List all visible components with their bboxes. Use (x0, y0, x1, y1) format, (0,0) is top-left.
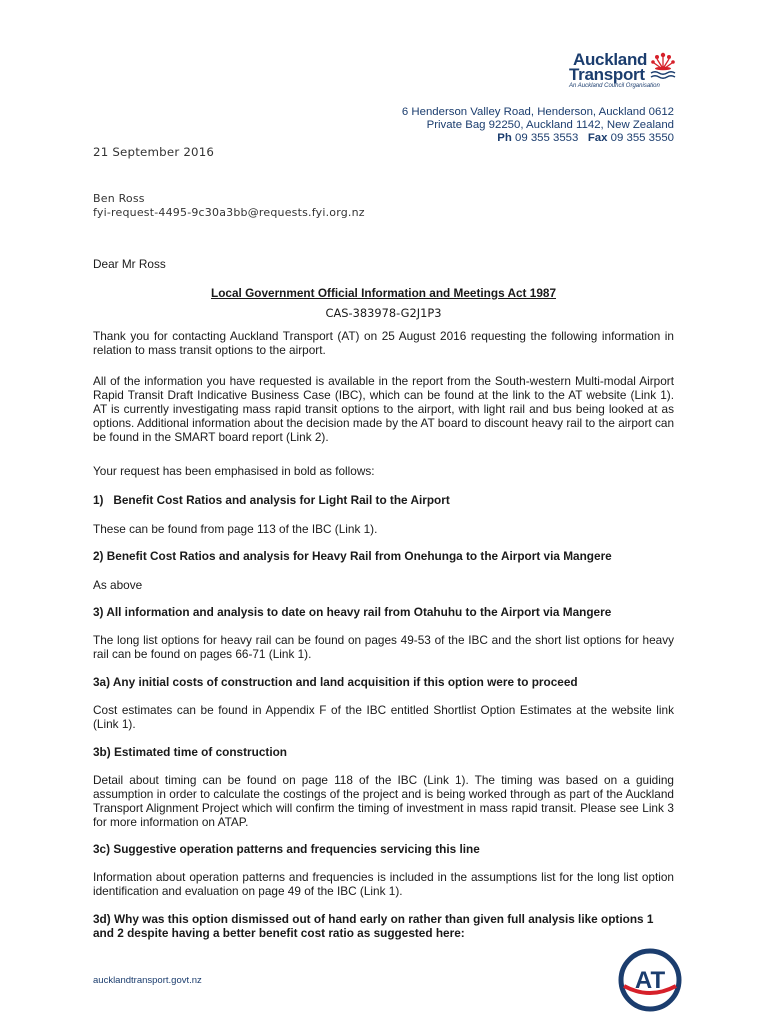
answer-3b: Detail about timing can be found on page 118 of the IBC (Link 1). The timing was based on a guiding assumption in order to calculate the costings of the project and is being worked through as part of the Auckland Transport Alignment Project which will confirm the timing of investment in mass rapid transit. Please see Link 3 for more information on ATAP. (93, 773, 674, 829)
question-3a: 3a) Any initial costs of construction and land acquisition if this option were to proceed (93, 675, 578, 689)
fax-label: Fax (587, 132, 608, 144)
answer-3c: Information about operation patterns and frequencies is included in the assumptions list for the long list option identification and evaluation on page 49 of the IBC (Link 1). (93, 870, 674, 898)
question-3b: 3b) Estimated time of construction (93, 745, 288, 759)
question-2: 2) Benefit Cost Ratios and analysis for Heavy Rail from Onehunga to the Airport via Mangere (93, 549, 612, 563)
phone-value: 09 355 3553 (515, 132, 579, 144)
question-3: 3) All information and analysis to date on heavy rail from Otahuhu to the Airport via Mangere (93, 605, 612, 619)
logo-word-transport: Transport (569, 65, 645, 84)
answer-3: The long list options for heavy rail can be found on pages 49-53 of the IBC and the short list options for heavy rail can be found on pages 66-71 (Link 1). (93, 633, 674, 661)
footer-website: aucklandtransport.govt.nz (93, 975, 202, 986)
phone-label: Ph (497, 132, 512, 144)
paragraph-info: All of the information you have requested is available in the report from the South-western Multi-modal Airport Rapid Transit Draft Indicative Business Case (IBC), which can be found at the link to the AT website (Link 1). AT is currently investigating mass rapid transit options to the airport, with light rail and bus being looked at as options. Additional information about the decision made by the AT board to discount heavy rail to the airport can be found in the SMART board report (Link 2). (93, 374, 674, 444)
pohutukawa-flower-icon (649, 50, 677, 80)
act-title: Local Government Official Information and Meetings Act 1987 (210, 286, 557, 300)
recipient-email: fyi-request-4495-9c30a3bb@requests.fyi.org.nz (93, 206, 365, 219)
case-number: CAS-383978-G2J1P3 (325, 306, 442, 320)
contact-line (402, 132, 674, 145)
address-line-2: Private Bag 92250, Auckland 1142, New Zealand (426, 119, 674, 131)
sender-address (402, 106, 674, 145)
answer-2: As above (93, 578, 143, 592)
address-line-1: 6 Henderson Valley Road, Henderson, Auckland 0612 (401, 106, 674, 118)
at-roundel-logo (618, 948, 682, 1012)
answer-1: These can be found from page 113 of the IBC (Link 1). (93, 522, 378, 536)
letter-date: 21 September 2016 (93, 145, 215, 159)
question-1: 1) Benefit Cost Ratios and analysis for Light Rail to the Airport (93, 493, 450, 507)
at-logo-text: AT (634, 967, 666, 994)
answer-3a: Cost estimates can be found in Appendix F of the IBC entitled Shortlist Option Estimates at the website link (Link 1). (93, 703, 674, 731)
question-3d: 3d) Why was this option dismissed out of hand early on rather than given full analysis like options 1 and 2 despite having a better benefit cost ratio as suggested here: (93, 912, 654, 940)
fax-value: 09 355 3550 (610, 132, 674, 144)
recipient-name: Ben Ross (93, 192, 145, 205)
logo-word-auckland: Auckland (573, 50, 648, 69)
paragraph-intro: Thank you for contacting Auckland Transport (AT) on 25 August 2016 requesting the following information in relation to mass transit options to the airport. (93, 329, 674, 357)
salutation: Dear Mr Ross (93, 257, 166, 271)
paragraph-request-note: Your request has been emphasised in bold as follows: (93, 464, 375, 478)
logo-tagline: An Auckland Council Organisation (569, 83, 660, 89)
question-3c: 3c) Suggestive operation patterns and frequencies servicing this line (93, 842, 480, 856)
auckland-transport-logo (565, 50, 680, 94)
